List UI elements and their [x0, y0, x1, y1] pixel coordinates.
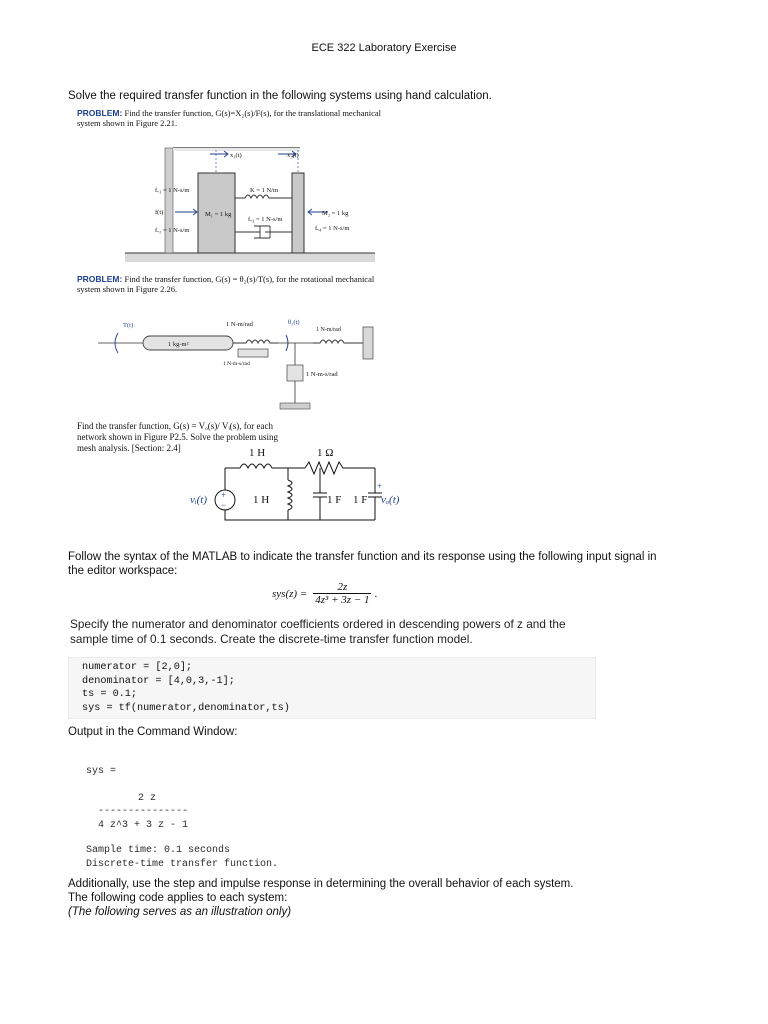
code-line-1: numerator = [2,0]; — [82, 662, 193, 673]
applies-line: The following code applies to each system: — [68, 892, 288, 904]
capacitor-1 — [313, 468, 327, 520]
equation-lhs: sys(z) = — [272, 587, 308, 600]
spring-k2 — [313, 340, 363, 343]
ft-label: f(t) — [155, 209, 164, 216]
source-plus: + — [221, 490, 227, 500]
damper-d1 — [238, 349, 268, 357]
x1-arrow-icon — [210, 151, 228, 157]
output-type: Discrete-time transfer function. — [86, 858, 279, 870]
fv4-label: fᵥ₄ = 1 N-s/m — [315, 225, 350, 232]
right-wall — [363, 327, 373, 359]
spring-k1 — [233, 340, 278, 343]
code-line-4: sys = tf(numerator,denominator,ts) — [82, 702, 290, 714]
problem1-line2: system shown in Figure 2.21. — [77, 118, 178, 128]
mass-m2 — [292, 173, 304, 253]
m1-label: M₁ = 1 kg — [205, 211, 232, 218]
ground-hatch — [125, 253, 375, 262]
code-line-3: ts = 0.1; — [82, 689, 138, 701]
vo-label: vₒ(t) — [381, 494, 400, 506]
equation-numerator: 2z — [337, 581, 348, 593]
k2-label: 1 N-m/rad — [316, 327, 341, 333]
matlab-intro-line2: the editor workspace: — [68, 565, 178, 577]
intro-text: Solve the required transfer function in the following systems using hand calculation. — [68, 90, 492, 102]
specify-line1: Specify the numerator and denominator coefficients ordered in descending powers of z and the — [70, 617, 566, 631]
inductor-shunt — [288, 480, 292, 510]
spring-k — [235, 195, 292, 198]
x1-label: x₁(t) — [230, 152, 242, 159]
x2-label: x₂(t) — [287, 152, 299, 159]
source-minus: − — [221, 500, 227, 510]
k-label: K = 1 N/m — [250, 187, 279, 194]
l2-label: 1 H — [253, 494, 270, 506]
command-output — [86, 765, 278, 871]
torque-label: T(t) — [123, 322, 134, 329]
problem3-line2: network shown in Figure P2.5. Solve the problem using — [77, 432, 278, 442]
problem2-label: PROBLEM: — [77, 274, 123, 284]
fv1-label: fᵥ₁ = 1 N-s/m — [155, 187, 190, 194]
equation-period: . — [374, 587, 378, 600]
specify-line2: sample time of 0.1 seconds. Create the discrete-time transfer function model. — [70, 632, 473, 646]
vi-label: vᵢ(t) — [190, 494, 208, 506]
c1-label: 1 F — [327, 494, 342, 506]
ground-base — [280, 403, 310, 409]
problem2-text — [77, 274, 417, 294]
k1-label: 1 N-m/rad — [226, 321, 253, 328]
matlab-intro — [68, 550, 657, 578]
code-block — [68, 657, 596, 719]
output-numerator: 2 z — [138, 792, 157, 804]
damper-d2 — [287, 365, 303, 381]
code-line-2: denominator = [4,0,3,-1]; — [82, 675, 235, 687]
force-arrow-icon — [175, 209, 197, 215]
inductor-top — [240, 464, 272, 468]
m2-label: M₂ = 1 kg — [322, 210, 349, 217]
problem1-text — [77, 108, 417, 128]
closing-text — [68, 877, 573, 919]
output-sample-time: Sample time: 0.1 seconds — [86, 845, 231, 856]
problem1-label: PROBLEM: — [77, 108, 123, 118]
matlab-intro-line1: Follow the syntax of the MATLAB to indicate the transfer function and its response using the following input signal in — [68, 551, 657, 563]
c2-label: 1 F — [353, 494, 368, 506]
vo-plus: + — [377, 481, 383, 491]
problem2-line2: system shown in Figure 2.26. — [77, 284, 178, 294]
problem3-line1: Find the transfer function, G(s) = Vₒ(s)/ Vᵢ(s), for each — [77, 421, 274, 431]
problem3-line3: mesh analysis. [Section: 2.4] — [77, 443, 181, 453]
resistor-1ohm — [305, 462, 375, 474]
translational-mechanical-figure — [120, 140, 380, 265]
l1-label: 1 H — [249, 447, 266, 459]
transfer-equation — [272, 581, 377, 606]
capacitor-2 — [368, 468, 382, 520]
problem1-line1: Find the transfer function, G(s)=X₂(s)/F(s), for the translational mechanical — [124, 108, 382, 118]
rotational-mechanical-figure — [98, 313, 418, 413]
illustration-line: (The following serves as an illustration only) — [68, 906, 292, 918]
electrical-network-figure — [185, 445, 400, 525]
page-header: ECE 322 Laboratory Exercise — [311, 42, 457, 54]
output-label: Output in the Command Window: — [68, 726, 238, 738]
r1-label: 1 Ω — [317, 447, 334, 459]
output-dash-line: --------------- — [98, 806, 189, 817]
d2-label: 1 N-m-s/rad — [306, 371, 338, 378]
specify-text — [70, 617, 566, 647]
d1-label: 1 N-m-s/rad — [223, 361, 250, 367]
fv3-label: fᵥ₃ = 1 N-s/m — [248, 216, 283, 223]
output-sys-line: sys = — [86, 766, 117, 777]
theta2-label: θ₂(t) — [288, 319, 300, 326]
fv2-label: fᵥ₂ = 1 N-s/m — [155, 227, 190, 234]
left-wall — [165, 148, 173, 253]
inertia-label: 1 kg-m² — [168, 341, 189, 348]
equation-denominator: 4z³ + 3z − 1 — [315, 594, 370, 606]
problem2-line1: Find the transfer function, G(s) = θ₂(s)/T(s), for the rotational mechanical — [124, 274, 375, 284]
output-denominator: 4 z^3 + 3 z - 1 — [98, 819, 189, 831]
additionally-line: Additionally, use the step and impulse response in determining the overall behavior of each system. — [68, 878, 574, 890]
